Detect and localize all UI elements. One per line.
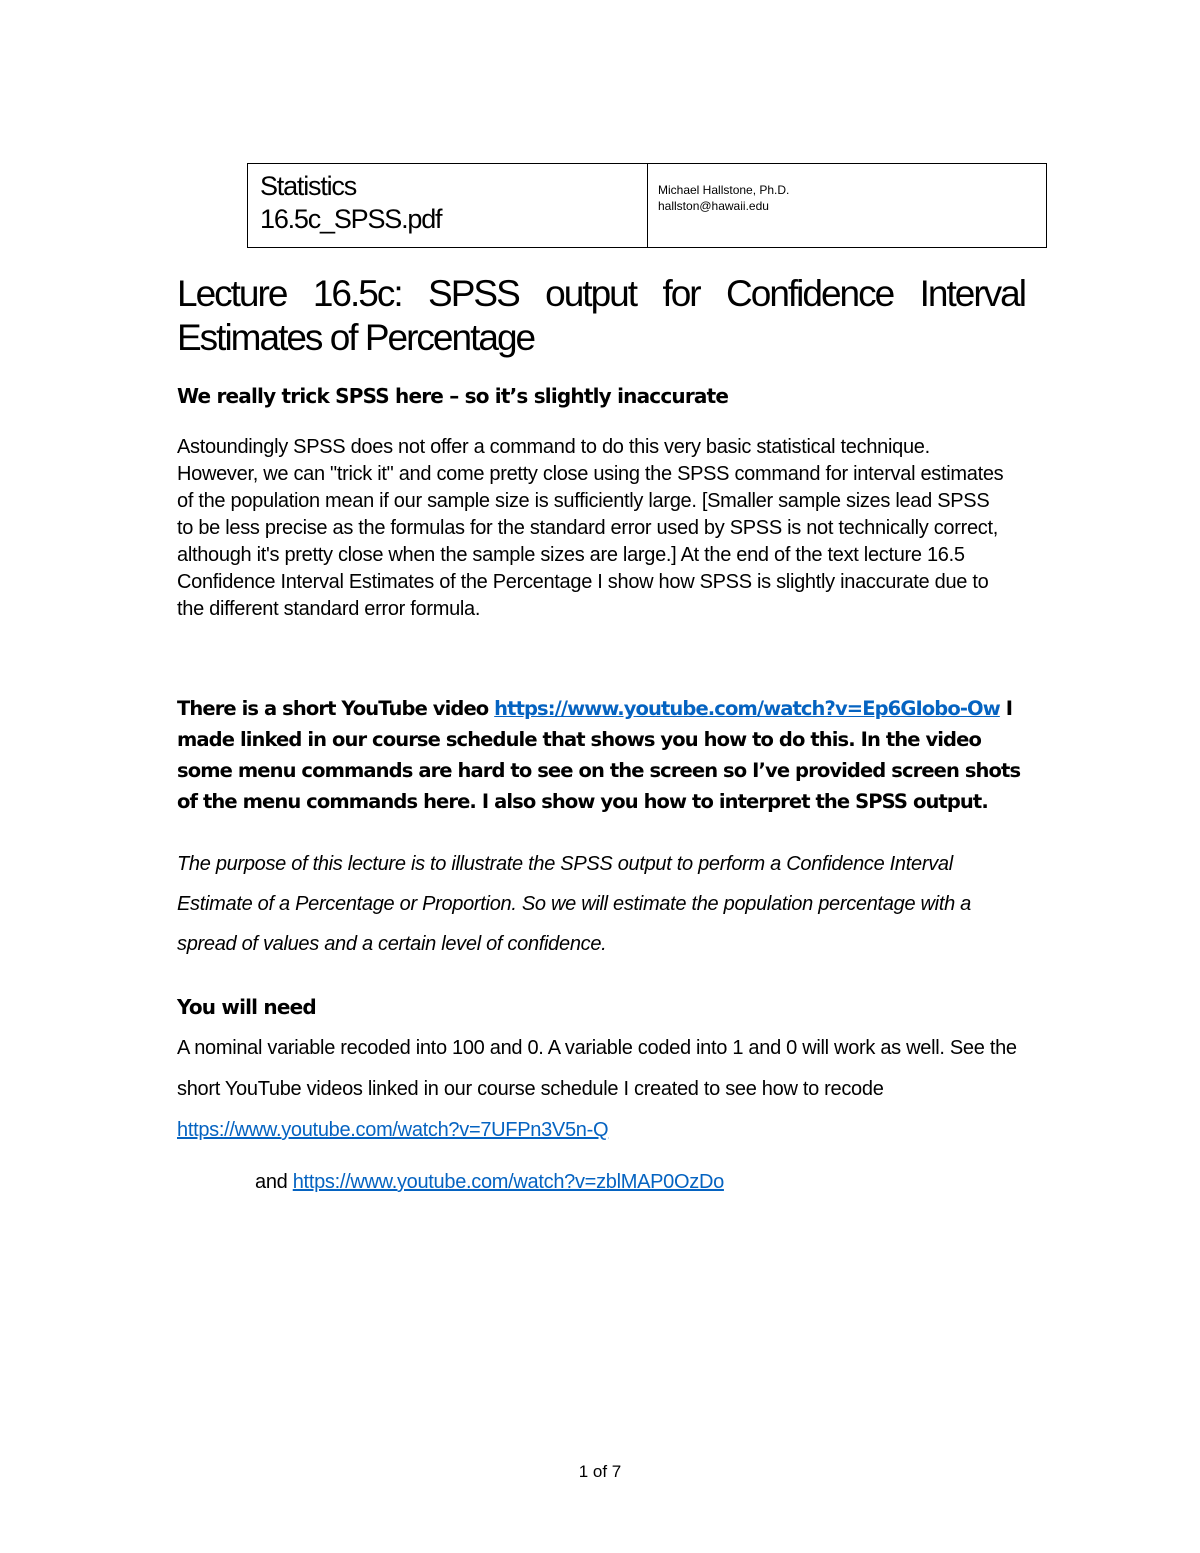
intro-paragraph: Astoundingly SPSS does not offer a command to do this very basic statistical technique. However, we can "trick it" and come pretty close using the SPSS command for interval estimates of the population mean if our sample size is sufficiently large. [Smaller sample sizes lead SPSS to be less precise as the formulas for the standard error used by SPSS is not technically correct, although it's pretty close when the sample sizes are large.] At the end of the text lecture 16.5 Confidence Interval Estimates of the Percentage I show how SPSS is slightly inaccurate due to the different standard error formula. bbox=[177, 436, 1004, 620]
title-word: 16.5c: bbox=[312, 273, 402, 314]
title-word: Interval bbox=[919, 273, 1025, 314]
page-title bbox=[177, 272, 1025, 360]
course-name: Statistics bbox=[260, 171, 357, 201]
author-name: Michael Hallstone, Ph.D. bbox=[658, 183, 790, 197]
need-text: A nominal variable recoded into 100 and 0. A variable coded into 1 and 0 will work as well. See the short YouTube videos linked in our course schedule I created to see how to recode bbox=[177, 1037, 1017, 1100]
subheading: We really trick SPSS here – so it’s slightly inaccurate bbox=[177, 384, 729, 408]
title-word: Confidence bbox=[726, 273, 894, 314]
recode-video-link-2[interactable]: https://www.youtube.com/watch?v=zblMAP0OzDo bbox=[292, 1171, 724, 1193]
recode-video-link-1[interactable]: https://www.youtube.com/watch?v=7UFPn3V5n-Q bbox=[177, 1119, 609, 1141]
video-note-text: There is a short YouTube video bbox=[177, 697, 495, 720]
title-line-2: Estimates of Percentage bbox=[177, 317, 535, 358]
second-link-line bbox=[255, 1167, 724, 1197]
page-number: 1 of 7 bbox=[578, 1462, 622, 1481]
header-course-cell bbox=[248, 164, 648, 247]
file-name: 16.5c_SPSS.pdf bbox=[260, 204, 442, 234]
title-word: SPSS bbox=[428, 273, 519, 314]
title-word: output bbox=[545, 273, 637, 314]
title-word: Lecture bbox=[177, 273, 287, 314]
title-word: for bbox=[662, 273, 700, 314]
need-paragraph bbox=[177, 1028, 1037, 1151]
and-word: and bbox=[255, 1171, 293, 1193]
video-note-paragraph bbox=[177, 693, 1027, 817]
need-heading: You will need bbox=[177, 995, 316, 1019]
author-email: hallston@hawaii.edu bbox=[658, 199, 769, 213]
purpose-paragraph: The purpose of this lecture is to illustrate the SPSS output to perform a Confidence Interval Estimate of a Percentage or Proportion. So we will estimate the population percentage with a spread of values and a certain level of confidence. bbox=[177, 853, 971, 955]
youtube-video-link[interactable]: https://www.youtube.com/watch?v=Ep6GIobo-Ow bbox=[494, 697, 1000, 720]
header-author-cell bbox=[648, 164, 1046, 247]
video-note-text-rest: I made linked in our course schedule that shows you how to do this. In the video some menu commands are hard to see on the screen so I’ve provided screen shots of the menu commands here. I also show you how to interpret the SPSS output. bbox=[177, 697, 1021, 813]
title-line-1 bbox=[177, 272, 1025, 316]
header-table bbox=[247, 163, 1047, 248]
